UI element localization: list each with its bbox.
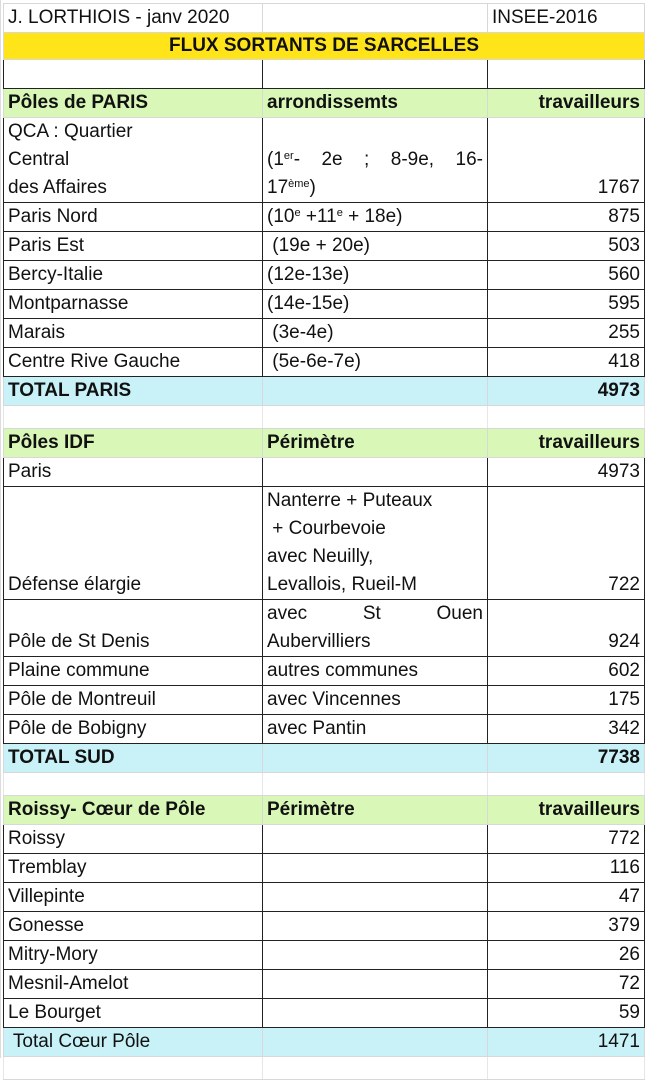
empty-cell[interactable] [263,773,488,796]
qca-name-cell[interactable] [4,118,263,203]
row-value[interactable]: 342 [488,715,645,744]
empty-cell[interactable] [488,1057,645,1080]
empty-cell[interactable] [488,406,645,429]
row-name[interactable]: Roissy [4,825,263,854]
perimeter-line: + Courbevoie [267,518,386,539]
row-name[interactable]: Mitry-Mory [4,941,263,970]
row-name[interactable]: Le Bourget [4,999,263,1028]
empty-cell[interactable] [488,60,645,89]
empty-cell[interactable] [263,406,488,429]
table-row [4,912,645,941]
table-row [4,203,645,232]
table-row [4,118,645,203]
row-value[interactable]: 772 [488,825,645,854]
perimeter-line: Aubervilliers [267,631,371,652]
stdenis-value[interactable]: 924 [488,600,645,657]
idf-col2-header[interactable]: Périmètre [263,429,488,458]
table-row [4,715,645,744]
empty-cell[interactable] [263,744,488,773]
stdenis-name[interactable]: Pôle de St Denis [4,600,263,657]
table-row [4,458,645,487]
table-row [4,686,645,715]
row-value[interactable]: 503 [488,232,645,261]
table-row [4,232,645,261]
idf-col3-header[interactable]: travailleurs [488,429,645,458]
table-row [4,319,645,348]
qca-arr-line1: (1er- 2e ; 8-9e, 16- [267,149,483,170]
qca-value[interactable]: 1767 [488,118,645,203]
row-name[interactable]: Mesnil-Amelot [4,970,263,999]
defense-name[interactable]: Défense élargie [4,487,263,600]
row-value[interactable]: 560 [488,261,645,290]
row-value[interactable]: 418 [488,348,645,377]
stdenis-perimeter[interactable] [263,600,488,657]
row-arr[interactable]: (14e-15e) [263,290,488,319]
table-row [4,999,645,1028]
qca-arr-cell[interactable] [263,118,488,203]
source-cell[interactable]: INSEE-2016 [488,4,645,33]
row-name[interactable]: Paris [4,458,263,487]
empty-cell[interactable] [263,60,488,89]
paris-col2-header[interactable]: arrondissemts [263,89,488,118]
empty-cell[interactable] [263,825,488,854]
row-value[interactable]: 116 [488,854,645,883]
row-perimeter[interactable]: autres communes [263,657,488,686]
roissy-header-row [4,796,645,825]
defense-value[interactable]: 722 [488,487,645,600]
row-value[interactable]: 47 [488,883,645,912]
author-cell[interactable]: J. LORTHIOIS - janv 2020 [4,4,263,33]
empty-cell[interactable] [263,1057,488,1080]
table-row [4,348,645,377]
row-perimeter[interactable]: avec Pantin [263,715,488,744]
qca-arr-line2: 17ème) [267,177,316,198]
row-name[interactable]: Pôle de Montreuil [4,686,263,715]
spacer-row [4,1057,645,1080]
row-value[interactable]: 59 [488,999,645,1028]
row-perimeter[interactable]: avec Vincennes [263,686,488,715]
empty-cell[interactable] [263,941,488,970]
qca-name-line2: Central [8,149,70,170]
roissy-col3-header[interactable]: travailleurs [488,796,645,825]
page-title[interactable]: FLUX SORTANTS DE SARCELLES [4,33,645,60]
table-row [4,261,645,290]
perimeter-line: Levallois, Rueil-M [267,574,417,595]
row-name[interactable]: Marais [4,319,263,348]
total-value[interactable]: 1471 [488,1028,645,1057]
defense-perimeter[interactable] [263,487,488,600]
row-name[interactable]: Gonesse [4,912,263,941]
row-name[interactable]: Montparnasse [4,290,263,319]
total-label[interactable]: TOTAL PARIS [4,377,263,406]
row-value[interactable]: 175 [488,686,645,715]
perimeter-line: avec Neuilly, [267,546,374,567]
row-value[interactable]: 595 [488,290,645,319]
row-name[interactable]: Plaine commune [4,657,263,686]
row-value[interactable]: 72 [488,970,645,999]
table-row [4,970,645,999]
table-row [4,883,645,912]
empty-cell[interactable] [4,406,263,429]
paris-header-row [4,89,645,118]
roissy-col1-header[interactable]: Roissy- Cœur de Pôle [4,796,263,825]
empty-cell[interactable] [488,773,645,796]
data-table [3,3,645,1080]
empty-cell[interactable] [263,1028,488,1057]
qca-name-line1: QCA : Quartier [8,121,133,142]
table-row [4,290,645,319]
row-name[interactable]: Pôle de Bobigny [4,715,263,744]
table-row [4,600,645,657]
row-value[interactable]: 4973 [488,458,645,487]
empty-cell[interactable] [263,999,488,1028]
roissy-col2-header[interactable]: Périmètre [263,796,488,825]
row-value[interactable]: 255 [488,319,645,348]
empty-cell[interactable] [4,773,263,796]
total-paris-row [4,377,645,406]
row-value[interactable]: 26 [488,941,645,970]
row-arr[interactable]: (12e-13e) [263,261,488,290]
qca-name-line3: des Affaires [8,177,107,198]
row-name[interactable]: Villepinte [4,883,263,912]
row-value[interactable]: 379 [488,912,645,941]
row-arr[interactable]: $(10^e +11^e + 18e)$ [263,203,488,232]
total-value[interactable]: 7738 [488,744,645,773]
empty-cell[interactable] [263,883,488,912]
empty-cell[interactable] [263,458,488,487]
spacer-row [4,406,645,429]
table-row [4,657,645,686]
paris-col1-header[interactable]: Pôles de PARIS [4,89,263,118]
perimeter-line: Nanterre + Puteaux [267,490,433,511]
total-roissy-row [4,1028,645,1057]
empty-cell[interactable] [4,60,263,89]
table-row [4,854,645,883]
empty-cell[interactable] [263,912,488,941]
empty-cell[interactable] [263,854,488,883]
row-name[interactable]: Paris Nord [4,203,263,232]
empty-cell[interactable] [263,970,488,999]
total-sud-row [4,744,645,773]
table-row [4,825,645,854]
empty-cell[interactable] [263,4,488,33]
row-arr[interactable]: (5e-6e-7e) [263,348,488,377]
idf-header-row [4,429,645,458]
perimeter-line: avec St Ouen [267,603,483,624]
spacer-row [4,773,645,796]
total-label[interactable]: TOTAL SUD [4,744,263,773]
row-arr[interactable]: (3e-4e) [263,319,488,348]
empty-cell[interactable] [263,377,488,406]
header-row [4,4,645,33]
row-value[interactable]: 602 [488,657,645,686]
row-value[interactable]: 875 [488,203,645,232]
empty-cell[interactable] [4,1057,263,1080]
row-name[interactable]: Paris Est [4,232,263,261]
row-arr[interactable]: (19e + 20e) [263,232,488,261]
row-name[interactable]: Tremblay [4,854,263,883]
total-label[interactable]: Total Cœur Pôle [4,1028,263,1057]
title-row [4,33,645,60]
blank-row [4,60,645,89]
row-name[interactable]: Centre Rive Gauche [4,348,263,377]
table-row [4,941,645,970]
paris-col3-header[interactable]: travailleurs [488,89,645,118]
total-value[interactable]: 4973 [488,377,645,406]
idf-col1-header[interactable]: Pôles IDF [4,429,263,458]
table-row [4,487,645,600]
row-name[interactable]: Bercy-Italie [4,261,263,290]
